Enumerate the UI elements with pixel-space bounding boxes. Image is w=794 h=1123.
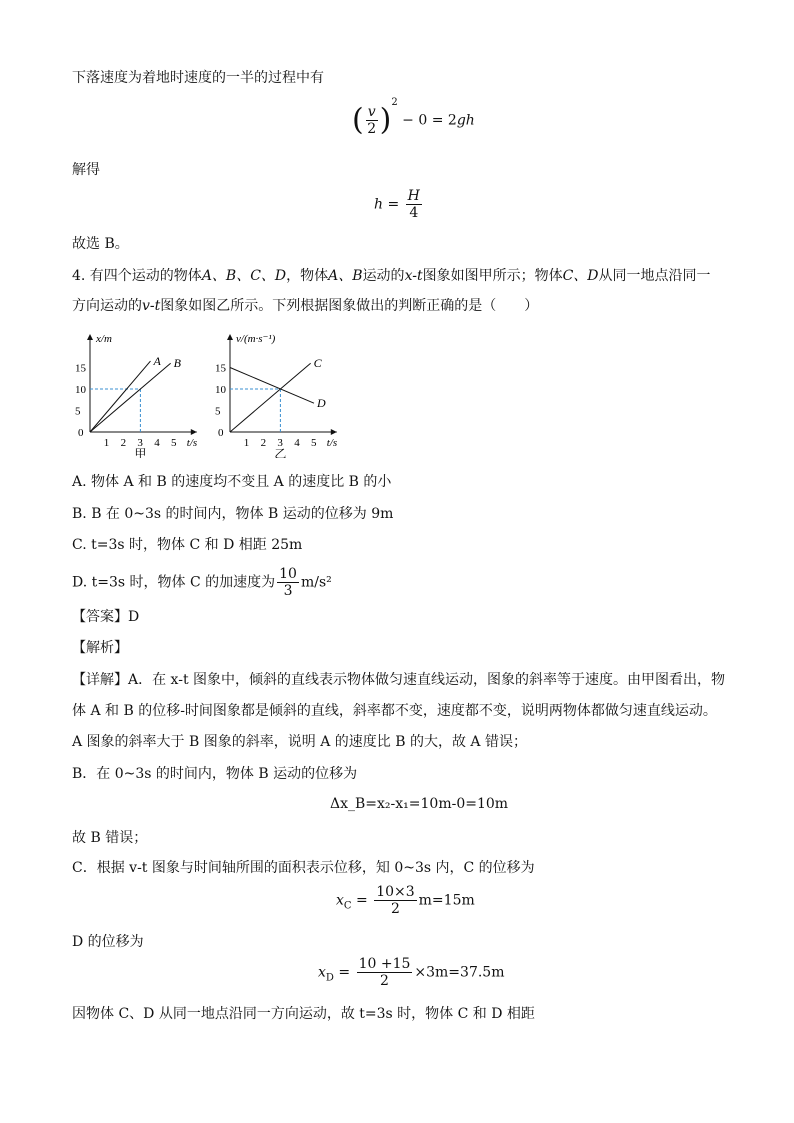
y-axis-arrow <box>227 334 233 340</box>
option-d: D. t=3s 时，物体 C 的加速度为 $\frac{10}{3}$ m/s² <box>72 566 332 599</box>
x-tick-label: 5 <box>311 437 317 449</box>
analysis-label: 【解析】 <box>72 640 128 656</box>
series-label-c: C <box>313 356 322 371</box>
analysis-p5: 故 B 错误； <box>72 830 148 846</box>
analysis-p8: 因物体 C、D 从同一地点沿同一方向运动，故 t=3s 时，物体 C 和 D 相距 <box>72 1006 535 1022</box>
option-a: A. 物体 A 和 B 的速度均不变且 A 的速度比 B 的小 <box>72 474 392 490</box>
x-axis-label: t/s <box>186 437 198 449</box>
y-tick-label: 5 <box>75 405 81 418</box>
question-line-2: 方向运动的v-t图象如图乙所示。下列根据图象做出的判断正确的是（ ） <box>72 298 539 314</box>
analysis-p3: A 图象的斜率大于 B 图象的斜率，说明 A 的速度比 B 的大，故 A 错误； <box>72 734 527 750</box>
origin-label: 0 <box>218 427 224 439</box>
option-c: C. t=3s 时，物体 C 和 D 相距 25m <box>72 537 303 553</box>
equation-2: h = $\frac{H}{4}$ <box>374 188 420 221</box>
figure-caption: 甲 <box>134 447 147 458</box>
series-line-c <box>230 363 311 432</box>
option-b: B. B 在 0~3s 的时间内，物体 B 运动的位移为 9m <box>72 506 394 522</box>
origin-label: 0 <box>78 427 84 439</box>
series-line-a <box>90 361 150 432</box>
equation-1: ( $\frac{v}{2}$ )$^2$ − 0 = 2gh <box>352 96 475 138</box>
x-tick-label: 1 <box>243 437 250 449</box>
vt-graph <box>210 326 360 458</box>
series-label-b: B <box>173 356 181 371</box>
intro-text: 下落速度为着地时速度的一半的过程中有 <box>72 70 324 86</box>
equation-c: $x_C$ = $\frac{10\times 3}{2}$ m=15m <box>336 884 475 917</box>
y-tick-label: 10 <box>215 384 226 396</box>
x-tick-label: 3 <box>137 437 143 449</box>
y-tick-label: 5 <box>215 405 221 418</box>
solve-label: 解得 <box>72 162 100 178</box>
x-tick-label: 5 <box>171 437 177 449</box>
question-line-1: 4. 有四个运动的物体A、B、C、D，物体A、B运动的x-t图象如图甲所示；物体C、D从同一地点沿同一 <box>72 268 711 284</box>
equation-b: Δx_B=x₂-x₁=10m-0=10m <box>330 796 509 812</box>
y-axis-label: x/m <box>96 333 112 345</box>
answer: 【答案】D <box>72 609 140 625</box>
conclusion-text: 故选 B。 <box>72 236 129 252</box>
series-label-a: A <box>153 354 161 369</box>
eq1-den: 2 <box>367 121 377 137</box>
figure-caption: 乙 <box>274 447 287 458</box>
analysis-p1: 【详解】A．在 x-t 图象中，倾斜的直线表示物体做匀速直线运动，图象的斜率等于速度。由甲图看出，物 <box>72 672 726 688</box>
series-line-d <box>230 368 314 404</box>
x-tick-label: 4 <box>294 437 300 449</box>
y-axis-label: v/(m·s⁻¹) <box>236 333 276 345</box>
x-axis-label: t/s <box>326 437 338 449</box>
y-tick-label: 15 <box>75 362 86 375</box>
analysis-p6: C．根据 v-t 图象与时间轴所围的面积表示位移，知 0~3s 内，C 的位移为 <box>72 860 535 876</box>
y-tick-label: 10 <box>75 384 86 396</box>
series-label-d: D <box>317 396 326 411</box>
x-tick-label: 3 <box>277 437 283 449</box>
x-tick-label: 1 <box>103 437 110 449</box>
x-tick-label: 2 <box>120 437 127 449</box>
y-tick-label: 15 <box>215 362 226 375</box>
equation-d: $x_D$ = $\frac{10 +15}{2}$ ×3m=37.5m <box>318 956 505 989</box>
analysis-p7: D 的位移为 <box>72 934 144 950</box>
x-axis-arrow <box>331 429 337 435</box>
eq1-num: v <box>367 104 376 120</box>
x-axis-arrow <box>191 429 197 435</box>
y-axis-arrow <box>87 334 93 340</box>
xt-graph <box>70 326 210 458</box>
analysis-p2: 体 A 和 B 的位移-时间图象都是倾斜的直线，斜率都不变，速度都不变，说明两物体都做匀速直线运动。 <box>72 703 717 719</box>
eq1-exp: 2 <box>391 96 398 108</box>
analysis-p4: B．在 0~3s 的时间内，物体 B 运动的位移为 <box>72 766 358 782</box>
x-tick-label: 4 <box>154 437 160 449</box>
x-tick-label: 2 <box>260 437 267 449</box>
series-line-b <box>90 363 171 432</box>
